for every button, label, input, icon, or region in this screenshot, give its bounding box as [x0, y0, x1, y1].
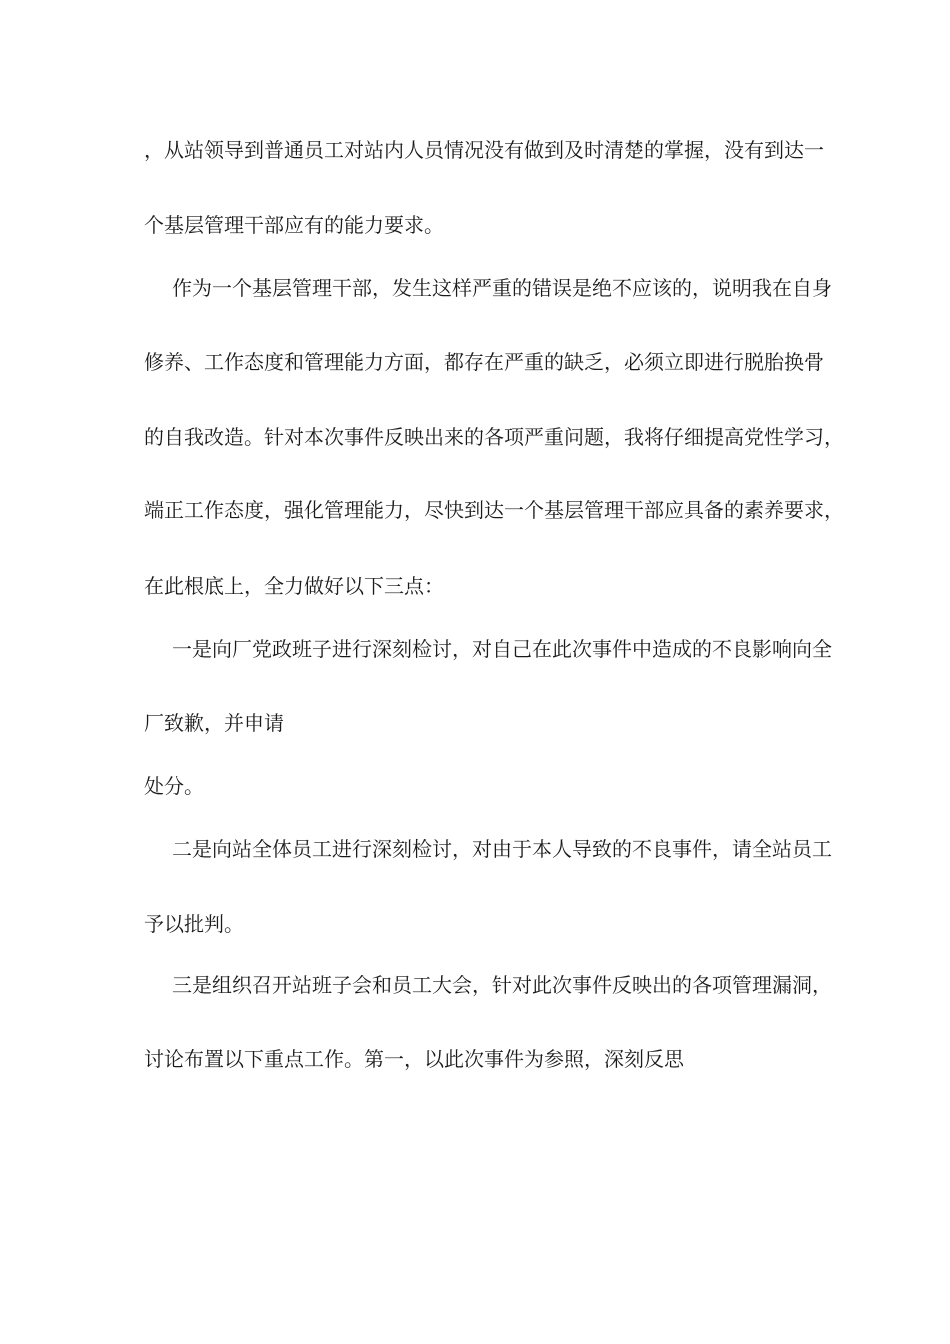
paragraph-start-line: 三是组织召开站班子会和员工大会，针对此次事件反映出的各项管理漏洞，	[172, 973, 832, 997]
text-line: 予以批判。	[144, 912, 244, 936]
text-line: 的自我改造。针对本次事件反映出来的各项严重问题，我将仔细提高党性学习，	[144, 425, 844, 449]
text-line: 处分。	[144, 774, 204, 798]
text-line: 端正工作态度，强化管理能力，尽快到达一个基层管理干部应具备的素养要求，	[144, 498, 844, 522]
paragraph-start-line: 二是向站全体员工进行深刻检讨，对由于本人导致的不良事件，请全站员工	[172, 837, 832, 861]
text-line: 个基层管理干部应有的能力要求。	[144, 213, 444, 237]
text-line: 修养、工作态度和管理能力方面，都存在严重的缺乏，必须立即进行脱胎换骨	[144, 350, 824, 374]
text-line: 在此根底上，全力做好以下三点：	[144, 574, 444, 598]
text-line: 厂致歉，并申请	[144, 711, 284, 735]
paragraph-start-line: 一是向厂党政班子进行深刻检讨，对自己在此次事件中造成的不良影响向全	[172, 637, 832, 661]
text-line: ，从站领导到普通员工对站内人员情况没有做到及时清楚的掌握，没有到达一	[144, 138, 824, 162]
text-line: 讨论布置以下重点工作。第一，以此次事件为参照，深刻反思	[144, 1047, 684, 1071]
paragraph-start-line: 作为一个基层管理干部，发生这样严重的错误是绝不应该的，说明我在自身	[172, 276, 832, 300]
